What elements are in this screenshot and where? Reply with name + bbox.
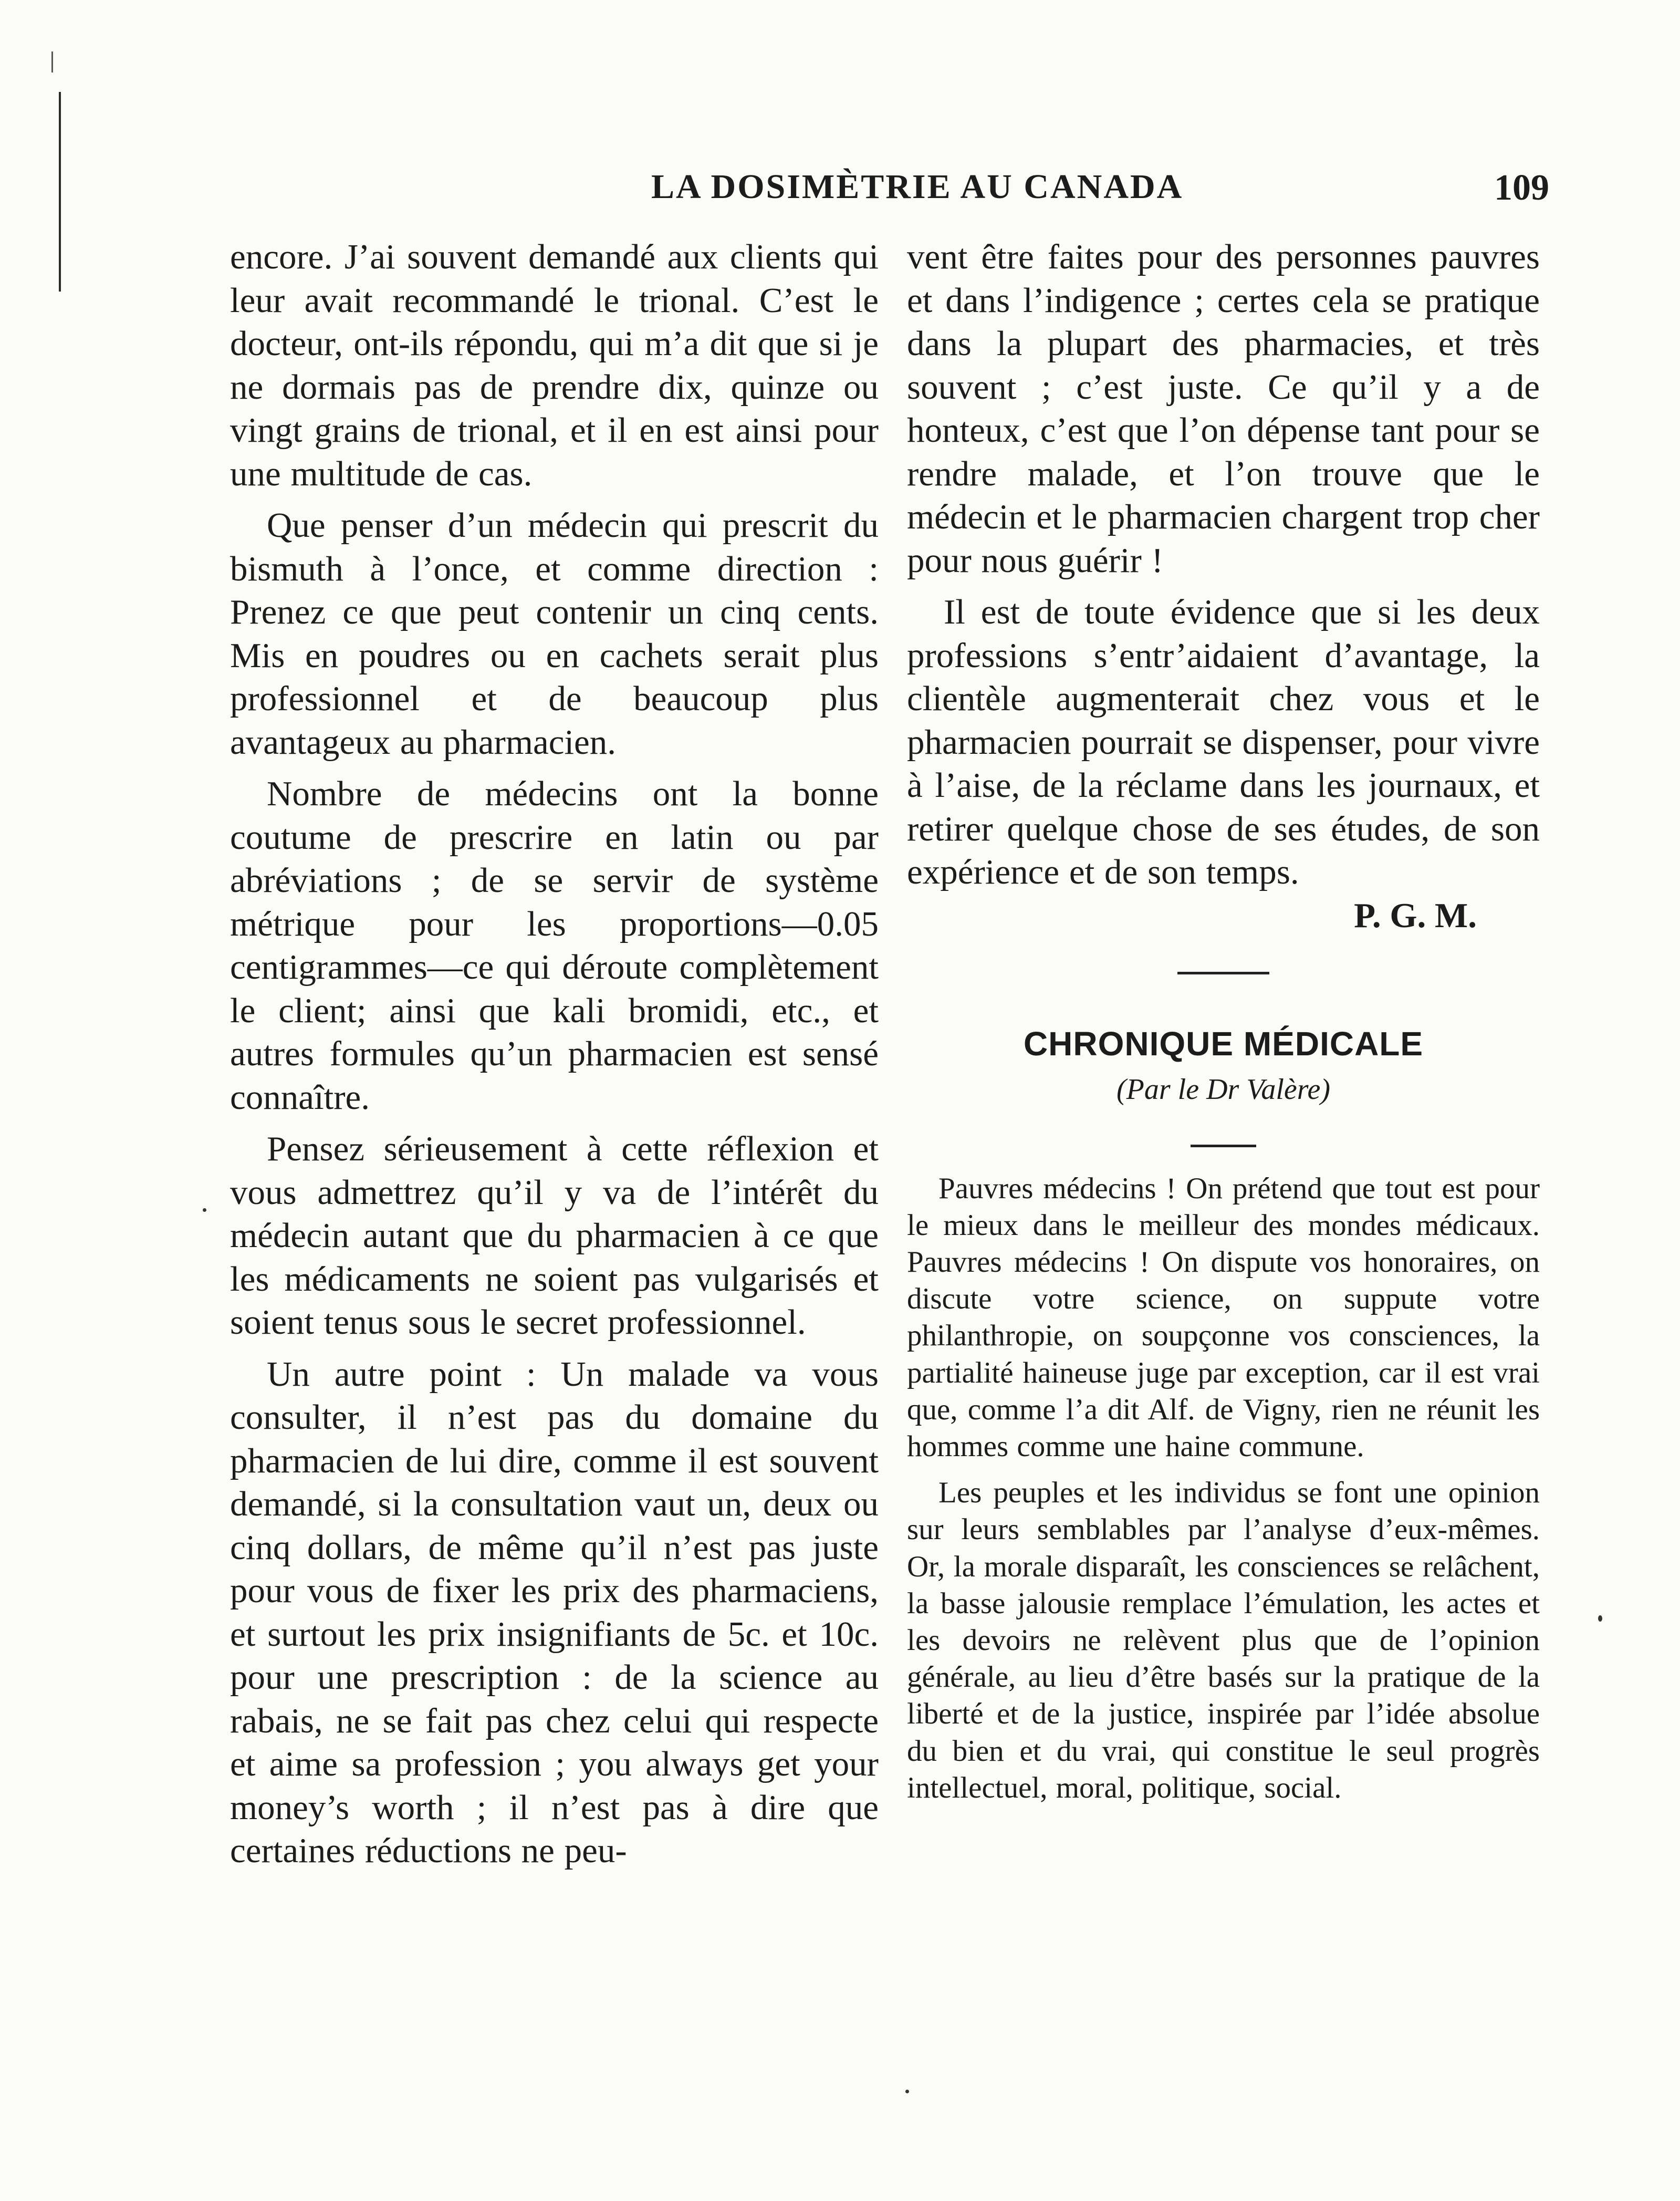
section-body xyxy=(907,1170,1540,1807)
page-header xyxy=(630,167,1549,214)
paper-speck xyxy=(203,1208,206,1212)
running-title: LA DOSIMÈTRIE AU CANADA xyxy=(651,168,1184,206)
paper-speck xyxy=(905,2090,909,2093)
paragraph: Nombre de médecins ont la bonne coutume de prescrire en latin ou par abréviations ; de se servir de système métrique pour les proportions—0.05 centigrammes—ce qui déroute complètement le client; ainsi que kali bromidi, etc., et autres formules qu’un pharmacien est sensé connaître. xyxy=(230,774,879,1117)
paper-speck xyxy=(1598,1615,1602,1622)
paragraph: encore. J’ai souvent demandé aux clients qui leur avait recommandé le trional. C’est le docteur, ont-ils répondu, qui m’a dit que si je ne dormais pas de prendre dix, quinze ou vingt grains de trional, et il en est ainsi pour une multitude de cas. xyxy=(230,237,879,493)
binding-mark xyxy=(51,51,53,72)
binding-edge-line xyxy=(59,92,61,292)
section-byline: (Par le Dr Valère) xyxy=(1116,1073,1330,1106)
author-signature: P. G. M. xyxy=(1354,896,1477,935)
left-column xyxy=(230,235,879,1873)
paragraph: Un autre point : Un malade va vous consulter, il n’est pas du domaine du pharmacien de lui dire, comme il est souvent demandé, si la consultation vaut un, deux ou cinq dollars, de même qu’il n’est pas juste pour vous de fixer les prix des pharmaciens, et surtout les prix insignifiants de 5c. et 10c. pour une prescription : de la science au rabais, ne se fait pas chez celui qui respecte et aime sa profession ; you always get your money’s worth ; il n’est pas à dire que certaines réductions ne peu- xyxy=(230,1354,879,1870)
section-title: CHRONIQUE MÉDICALE xyxy=(1023,1024,1424,1063)
page-number: 109 xyxy=(1494,168,1549,208)
right-column xyxy=(907,235,1540,1807)
section-divider xyxy=(1191,1145,1256,1147)
paragraph: Les peuples et les individus se font une opinion sur leurs semblables par l’analyse d’eux-mêmes. Or, la morale disparaît, les consciences se relâchent, la basse jalousie remplace l’émulation, les actes et les devoirs ne relèvent plus que de l’opinion générale, au lieu d’être basés sur la pratique de la liberté et de la justice, inspirée par l’idée absolue du bien et du vrai, qui constitue le seul progrès intellectuel, moral, politique, social. xyxy=(907,1476,1540,1804)
paragraph: Que penser d’un médecin qui prescrit du bismuth à l’once, et comme direction : Prenez ce que peut contenir un cinq cents. Mis en poudres ou en cachets serait plus professionnel et de beaucoup plus avantageux au pharmacien. xyxy=(230,506,879,762)
paragraph: vent être faites pour des personnes pauvres et dans l’indigence ; certes cela se pratique dans la plupart des pharmacies, et très souvent ; c’est juste. Ce qu’il y a de honteux, c’est que l’on dépense tant pour se rendre malade, et l’on trouve que le médecin et le pharmacien chargent trop cher pour nous guérir ! xyxy=(907,237,1540,580)
paragraph: Pensez sérieusement à cette réflexion et vous admettrez qu’il y va de l’intérêt du médecin autant que du pharmacien à ce que les médicaments ne soient pas vulgarisés et soient tenus sous le secret professionnel. xyxy=(230,1129,879,1342)
section-divider xyxy=(1177,972,1269,974)
paragraph: Pauvres médecins ! On prétend que tout est pour le mieux dans le meilleur des mondes médicaux. Pauvres médecins ! On dispute vos honoraires, on discute votre science, on suppute votre philanthropie, on soupçonne vos consciences, la partialité haineuse juge par exception, car il est vrai que, comme l’a dit Alf. de Vigny, rien ne réunit les hommes comme une haine commune. xyxy=(907,1171,1540,1463)
paragraph: Il est de toute évidence que si les deux professions s’entr’aidaient d’avantage, la clientèle augmenterait chez vous et le pharmacien pourrait se dispenser, pour vivre à l’aise, de la réclame dans les journaux, et retirer quelque chose de ses études, de son expérience et de son temps. xyxy=(907,593,1540,891)
